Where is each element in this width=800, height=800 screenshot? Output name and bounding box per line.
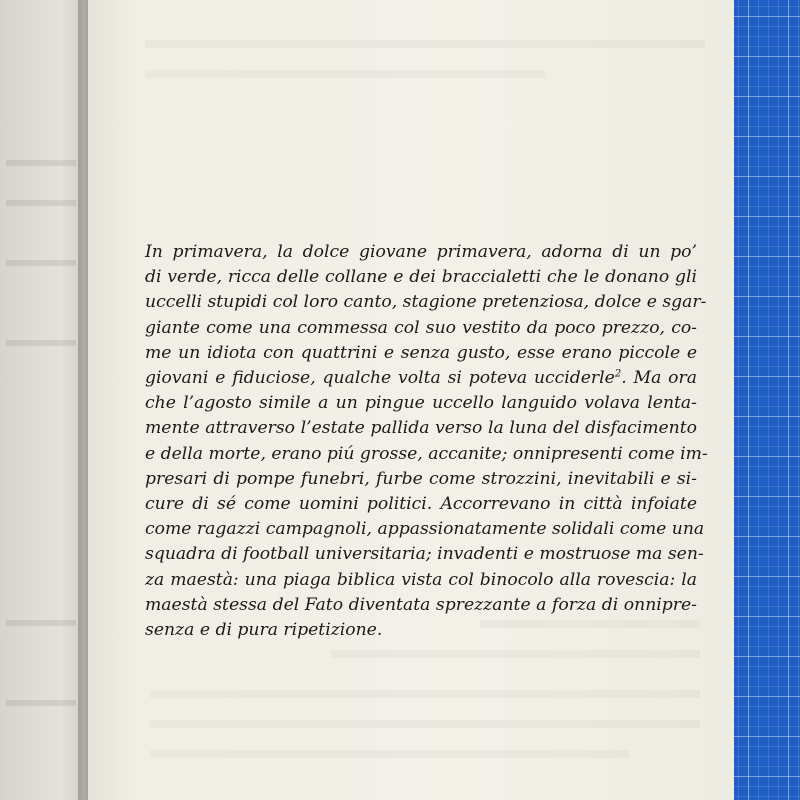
- left-page-text-ghost: [6, 260, 76, 266]
- passage-line: cure di sé come uomini politici. Accorrevano in città infoiate: [145, 494, 697, 515]
- passage-line: squadra di football universitaria; invadenti e mostruose ma sen-: [145, 544, 704, 565]
- passage-line: me un idiota con quattrini e senza gusto, esse erano piccole e: [145, 342, 697, 363]
- left-page-edge: [0, 0, 86, 800]
- passage-line: uccelli stupidi col loro canto, stagione pretenziosa, dolce e sgar-: [145, 292, 707, 313]
- bleed-through-text: [145, 40, 705, 48]
- passage-line: za maestà: una piaga biblica vista col binocolo alla rovescia: la: [145, 569, 697, 590]
- passage-line: di verde, ricca delle collane e dei braccialetti che le donano gli: [145, 267, 697, 288]
- passage-text: [145, 240, 708, 643]
- left-page-text-ghost: [6, 620, 76, 626]
- bleed-through-text: [150, 750, 630, 758]
- passage-line: giante come una commessa col suo vestito da poco prezzo, co-: [145, 317, 697, 338]
- passage-line: senza e di pura ripetizione.: [145, 620, 383, 641]
- passage-line-with-footnote: [145, 366, 697, 391]
- bleed-through-text: [145, 70, 545, 78]
- passage-line: maestà stessa del Fato diventata sprezzante a forza di onnipre-: [145, 594, 697, 615]
- passage-line: che l’agosto simile a un pingue uccello languido volava lenta-: [145, 393, 697, 414]
- passage-line-text: giovani e fiduciose, qualche volta si poteva ucciderle: [145, 368, 615, 389]
- footnote-marker: 2: [614, 368, 622, 380]
- passage-line: In primavera, la dolce giovane primavera, adorna di un po’: [145, 242, 697, 262]
- left-page-text-ghost: [6, 700, 76, 706]
- left-page-text-ghost: [6, 200, 76, 206]
- passage-line: come ragazzi campagnoli, appassionatamente solidali come una: [145, 519, 705, 540]
- bleed-through-text: [150, 690, 700, 698]
- passage-line: presari di pompe funebri, furbe come strozzini, inevitabili e si-: [145, 468, 697, 489]
- bleed-through-text: [330, 650, 700, 658]
- cutting-mat: [734, 0, 800, 800]
- passage-line-tail: . Ma ora: [621, 368, 697, 389]
- left-page-text-ghost: [6, 160, 76, 166]
- passage-line: e della morte, erano piú grosse, accanite; onnipresenti come im-: [145, 443, 708, 464]
- left-page-text-ghost: [6, 340, 76, 346]
- bleed-through-text: [150, 720, 700, 728]
- passage-line: mente attraverso l’estate pallida verso la luna del disfacimento: [145, 418, 697, 439]
